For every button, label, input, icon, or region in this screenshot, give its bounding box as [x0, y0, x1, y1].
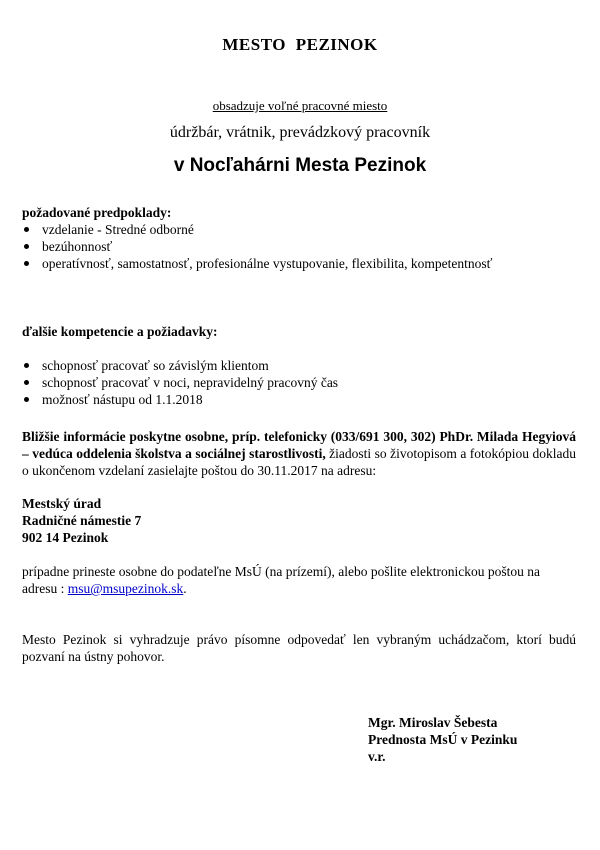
requirement-item: vzdelanie - Stredné odborné [22, 221, 576, 238]
delivery-paragraph [22, 563, 576, 597]
competences-heading: ďalšie kompetencie a požiadavky: [22, 324, 218, 339]
requirement-item: operatívnosť, samostatnosť, profesionálne vystupovanie, flexibilita, kompetentnosť [22, 255, 576, 272]
info-application-text: žiadosti so životopisom a fotokópiou dokladu o ukončenom vzdelaní zasielajte poštou do 30.11.2017 na adresu: [22, 446, 576, 478]
signatory-name: Mgr. Miroslav Šebesta [368, 715, 498, 730]
signatory-role: Prednosta MsÚ v Pezinku [368, 732, 518, 747]
competence-item: schopnosť pracovať so závislým klientom [22, 357, 576, 374]
address-line: Radničné námestie 7 [22, 513, 142, 528]
address-line: 902 14 Pezinok [22, 530, 109, 545]
competence-item: možnosť nástupu od 1.1.2018 [22, 391, 576, 408]
requirements-section [22, 204, 576, 272]
delivery-end: . [183, 581, 187, 596]
signature-block [368, 714, 517, 765]
workplace-heading: v Nocľahárni Mesta Pezinok [173, 155, 427, 176]
competences-section [22, 357, 576, 408]
occupies-line: obsadzuje voľné pracovné miesto [212, 98, 388, 113]
postal-address [22, 495, 576, 546]
positions-line: údržbár, vrátnik, prevádzkový pracovník [169, 124, 431, 141]
requirements-list [22, 221, 576, 272]
info-paragraph [22, 428, 576, 479]
email-link[interactable]: msu@msupezinok.sk [67, 581, 184, 596]
page-title: MESTO PEZINOK [222, 35, 378, 54]
competence-item: schopnosť pracovať v noci, nepravidelný pracovný čas [22, 374, 576, 391]
competences-list [22, 357, 576, 408]
info-contact-text: Bližšie informácie poskytne osobne, príp. telefonicky (033/691 300, 302) PhDr. Milada Hegyiová – vedúca oddelenia školstva a sociálnej starostlivosti, [22, 429, 576, 461]
signature-vr: v.r. [368, 749, 386, 764]
requirement-item: bezúhonnosť [22, 238, 576, 255]
delivery-text: prípadne prineste osobne do podateľne MsÚ (na prízemí), alebo pošlite elektronickou poštou na adresu : [22, 564, 540, 596]
requirements-heading: požadované predpoklady: [22, 205, 172, 220]
address-line: Mestský úrad [22, 496, 102, 511]
reserve-paragraph: Mesto Pezinok si vyhradzuje právo písomne odpovedať len vybraným uchádzačom, ktorí budú pozvaní na ústny pohovor. [22, 632, 576, 664]
